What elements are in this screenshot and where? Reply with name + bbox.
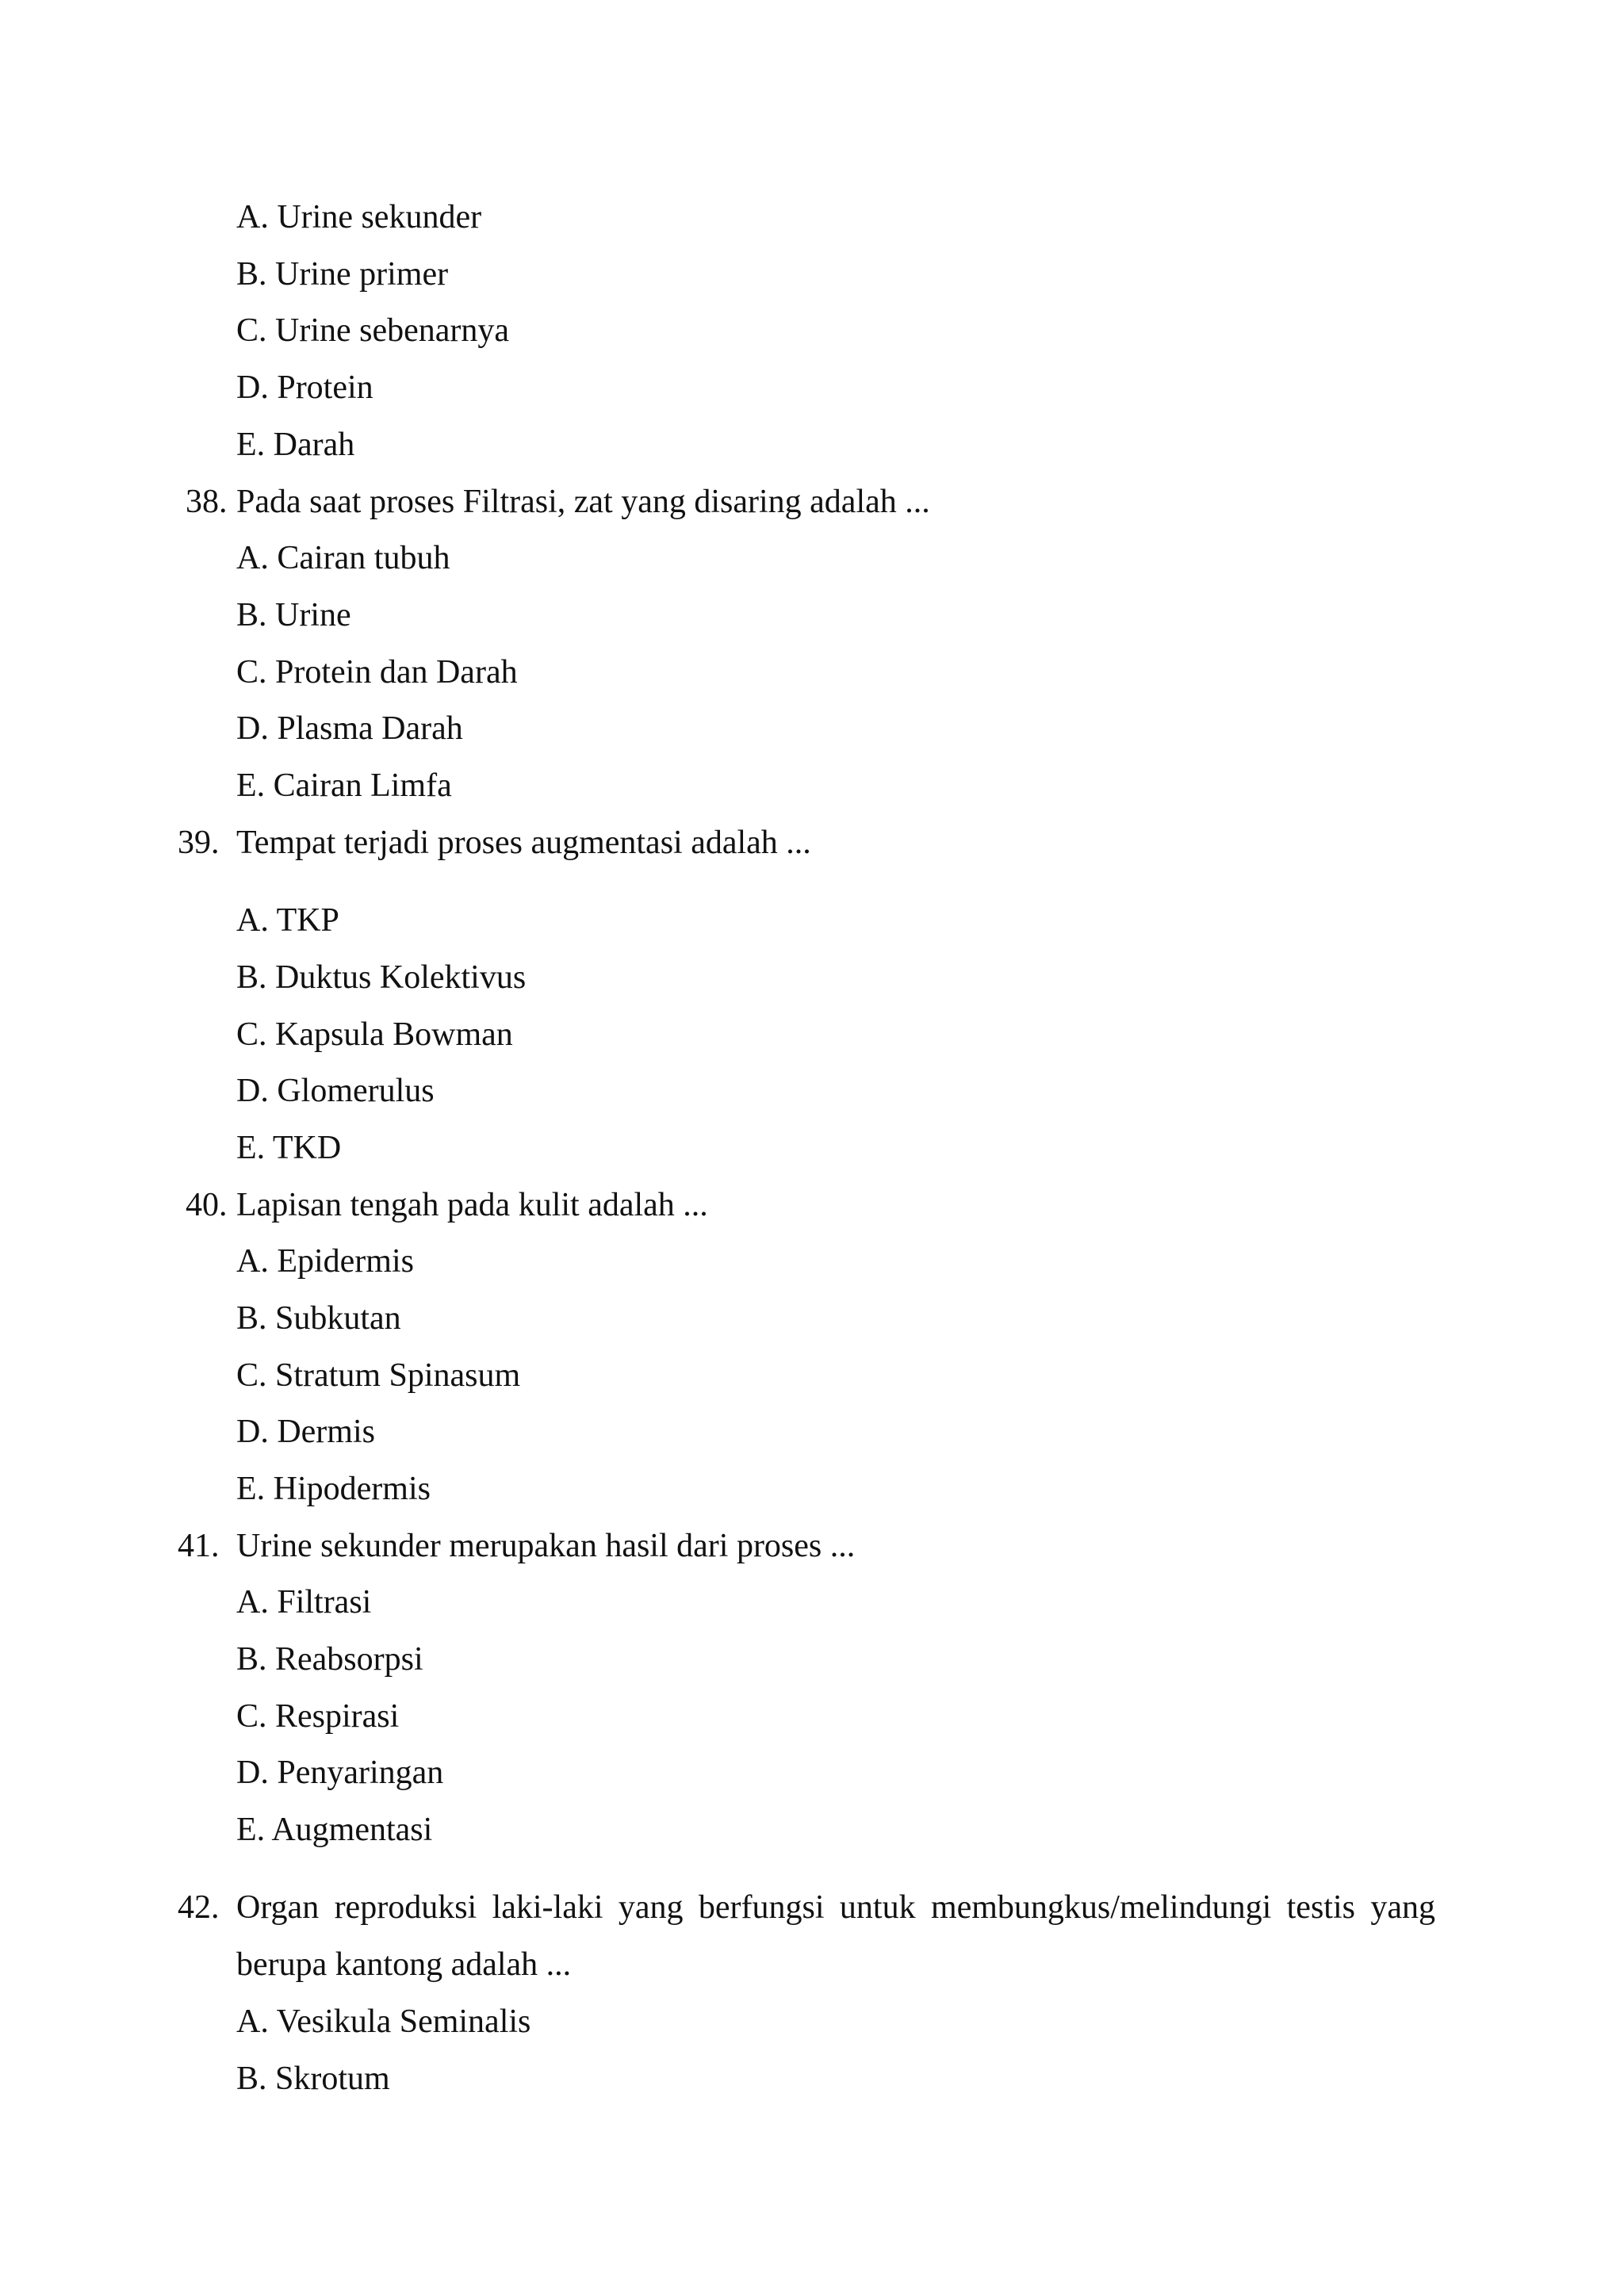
option-item: C. Respirasi xyxy=(236,1698,400,1735)
option-item: D. Glomerulus xyxy=(236,1073,435,1109)
question-text: Pada saat proses Filtrasi, zat yang disaring adalah ... xyxy=(236,484,930,520)
question-text-line: berupa kantong adalah ... xyxy=(236,1946,572,1983)
option-item: B. Urine primer xyxy=(236,256,449,293)
option-item: E. Augmentasi xyxy=(236,1812,433,1848)
question-text: Lapisan tengah pada kulit adalah ... xyxy=(236,1187,708,1223)
question-text: Urine sekunder merupakan hasil dari proses ... xyxy=(236,1528,856,1564)
option-item: E. Cairan Limfa xyxy=(236,767,452,804)
option-item: B. Urine xyxy=(236,597,351,633)
option-item: D. Protein xyxy=(236,369,373,406)
option-item: B. Subkutan xyxy=(236,1300,401,1337)
option-item: C. Protein dan Darah xyxy=(236,654,518,691)
question-text-line: Organ reproduksi laki-laki yang berfungsi untuk membungkus/melindungi testis yang xyxy=(236,1889,1435,1926)
option-item: D. Dermis xyxy=(236,1414,375,1450)
question-number: 42. xyxy=(178,1889,220,1926)
option-item: C. Stratum Spinasum xyxy=(236,1357,521,1394)
question-number: 38. xyxy=(186,484,228,520)
option-item: B. Duktus Kolektivus xyxy=(236,959,527,996)
option-item: A. Cairan tubuh xyxy=(236,540,450,576)
option-item: A. TKP xyxy=(236,902,339,939)
question-text: Tempat terjadi proses augmentasi adalah ... xyxy=(236,825,811,861)
option-item: A. Filtrasi xyxy=(236,1584,372,1621)
option-item: D. Plasma Darah xyxy=(236,710,463,747)
option-item: E. Hipodermis xyxy=(236,1471,431,1507)
option-item: A. Epidermis xyxy=(236,1243,414,1280)
option-item: C. Kapsula Bowman xyxy=(236,1016,513,1053)
option-item: C. Urine sebenarnya xyxy=(236,312,510,349)
question-number: 39. xyxy=(178,825,220,861)
option-item: A. Urine sekunder xyxy=(236,199,482,235)
option-item: A. Vesikula Seminalis xyxy=(236,2003,531,2040)
option-item: D. Penyaringan xyxy=(236,1755,444,1791)
option-item: E. Darah xyxy=(236,427,355,463)
option-item: B. Skrotum xyxy=(236,2061,390,2097)
question-number: 41. xyxy=(178,1528,220,1564)
question-number: 40. xyxy=(186,1187,228,1223)
option-item: E. TKD xyxy=(236,1130,342,1166)
option-item: B. Reabsorpsi xyxy=(236,1641,423,1678)
